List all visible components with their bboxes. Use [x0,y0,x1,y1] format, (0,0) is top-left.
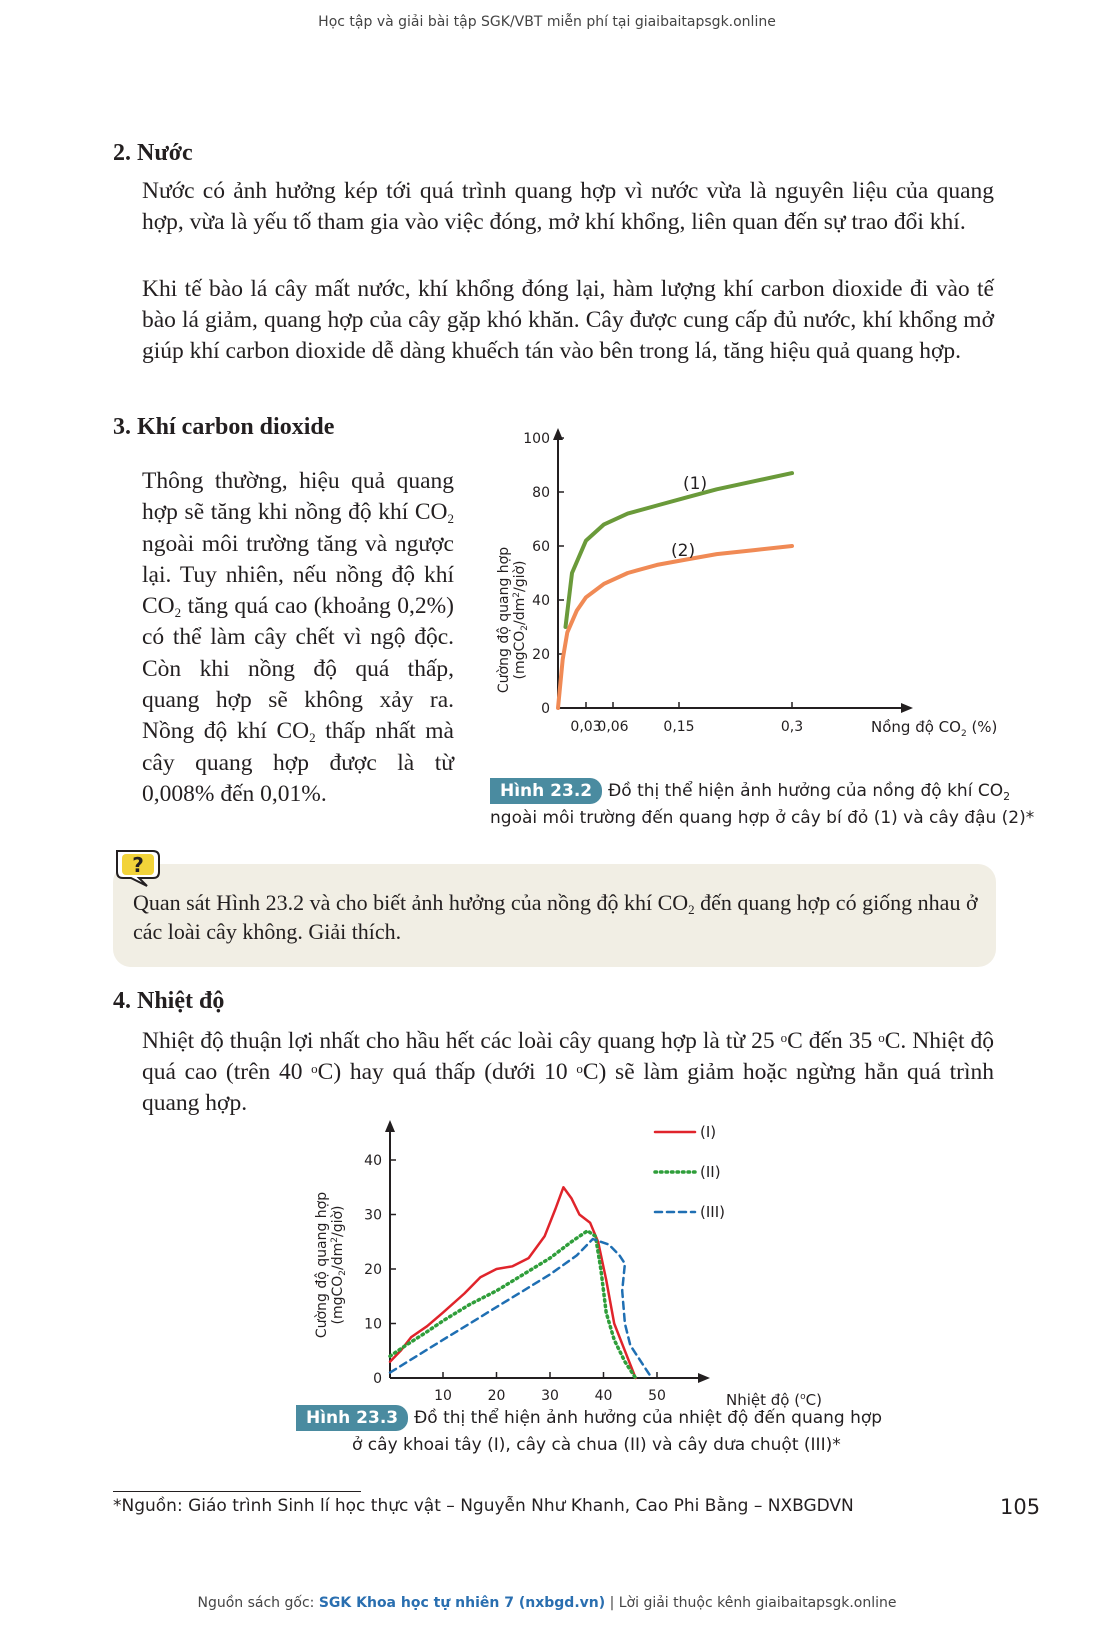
temp-chart-ylabel: Cường độ quang hợp [314,1191,330,1339]
co2-chart-series-label-1: (1) [683,474,708,494]
temp-chart-x-tick-label: 30 [541,1388,559,1404]
co2-chart [490,420,1010,770]
co2-chart-series-line-2 [558,546,792,708]
temp-chart-y-arrow [385,1120,395,1132]
temp-chart-y-tick-label: 10 [364,1316,382,1333]
footnote-divider [113,1491,361,1492]
temp-chart-series-line-2 [390,1231,636,1378]
co2-chart-y-tick-label: 20 [532,647,550,663]
temp-chart-legend-label: (I) [700,1123,717,1141]
heading-water: 2. Nước [113,140,193,166]
temp-chart-x-tick-label: 50 [648,1388,666,1404]
co2-chart-ylabel: Cường độ quang hợp [496,546,512,694]
footnote: *Nguồn: Giáo trình Sinh lí học thực vật – Nguyễn Như Khanh, Cao Phi Bằng – NXBGDVN [113,1496,854,1516]
co2-chart-x-arrow [901,703,913,713]
temp-chart-y-tick-label: 20 [364,1262,382,1278]
co2-chart-x-tick-label: 0,15 [663,719,695,735]
co2-chart-series-label-2: (2) [671,541,696,561]
co2-paragraph: Thông thường, hiệu quả quang hợp sẽ tăng khi nồng độ khí $CO_2$ ngoài môi trường tăng và ngược lại. Tuy nhiên, nếu nồng độ khí $CO_2$ tăng quá cao (khoảng 0,2%) có thể làm cây chết vì ngộ độc. Còn khi nồng độ quá thấp, quang hợp sẽ không xảy ra. Nồng độ khí $CO_2$ thấp nhất mà cây quang hợp được là từ 0,008% đến 0,01%. [142,468,454,807]
co2-chart-x-tick-label: 0,03 [570,719,602,735]
figure-23-3-badge: Hình 23.3 [296,1405,408,1431]
question-box [113,864,996,967]
figure-23-2-badge: Hình 23.2 [490,778,602,804]
header-note: Học tập và giải bài tập SGK/VBT miễn phí tại giaibaitapsgk.online [318,14,776,30]
footer-source-link[interactable]: SGK Khoa học tự nhiên 7 (nxbgd.vn) [318,1595,606,1611]
temp-chart-y-tick-label: 30 [364,1207,382,1224]
footer-note: Nguồn sách gốc: SGK Khoa học tự nhiên 7 (nxbgd.vn) | Lời giải thuộc kênh giaibaitapsgk.online [197,1595,897,1611]
temp-chart-legend-label: (III) [700,1203,725,1221]
question-bubble-icon [113,848,163,888]
co2-chart-y-tick-label: 100 [523,431,550,447]
temperature-chart [310,1110,830,1410]
co2-chart-y-tick-label: 60 [532,539,550,555]
question-text: Quan sát Hình 23.2 và cho biết ảnh hưởng của nồng độ khí $CO_2$ đến quang hợp có giống nhau ở các loài cây không. Giải thích. [133,890,978,944]
co2-chart-y-tick-label: 40 [532,593,550,609]
temp-chart-ylabel-units: $(mgCO_2/dm^2/giờ)$ [330,1205,348,1325]
svg-text:?: ? [132,853,144,877]
co2-chart-y-tick-label: 0 [541,701,550,717]
temp-chart-y-tick-label: 40 [364,1153,382,1169]
figure-23-2-caption: Hình 23.2 Đồ thị thể hiện ảnh hưởng của nồng độ khí $CO_2$ ngoài môi trường đến quang hợp ở cây bí đỏ (1) và cây đậu (2)* [490,778,1034,832]
temp-chart-legend-label: (II) [700,1163,721,1181]
temp-chart-x-tick-label: 20 [487,1388,506,1404]
water-paragraph-2: Khi tế bào lá cây mất nước, khí khổng đóng lại, hàm lượng khí carbon dioxide đi vào tế bào lá giảm, quang hợp của cây gặp khó khăn. Cây được cung cấp đủ nước, khí khổng mở giúp khí carbon dioxide dễ dàng khuếch tán vào bên trong lá, tăng hiệu quả quang hợp. [142,276,994,364]
page-number: 105 [1000,1495,1041,1519]
co2-chart-xlabel: Nồng độ $CO_2$ (%) [871,718,998,739]
heading-co2: 3. Khí carbon dioxide [113,414,335,440]
co2-chart-x-tick-label: 0,06 [597,719,629,735]
temp-chart-x-arrow [698,1373,710,1383]
temp-chart-xlabel: Nhiệt độ ($^o$C) [726,1391,822,1409]
co2-chart-x-tick-label: 0,3 [780,719,804,735]
temp-chart-x-tick-label: 40 [594,1388,613,1404]
figure-23-3-caption: Hình 23.3 Đồ thị thể hiện ảnh hưởng của nhiệt độ đến quang hợp ở cây khoai tây (I), cây cà chua (II) và cây dưa chuột (III)* [296,1405,882,1459]
co2-chart-y-tick-label: 80 [532,485,550,501]
heading-temperature: 4. Nhiệt độ [113,988,225,1014]
temp-chart-x-tick-label: 10 [434,1388,452,1404]
co2-chart-ylabel-units: $(mgCO_2/dm^2/giờ)$ [512,560,530,680]
water-paragraph-1: Nước có ảnh hưởng kép tới quá trình quang hợp vì nước vừa là nguyên liệu của quang hợp, vừa là yếu tố tham gia vào việc đóng, mở khí khổng, liên quan đến sự trao đổi khí. [142,178,994,235]
temp-chart-y-tick-label: 0 [373,1371,382,1387]
temperature-paragraph: Nhiệt độ thuận lợi nhất cho hầu hết các loài cây quang hợp là từ 25 $^o$C đến 35 $^o$C. Nhiệt độ quá cao (trên 40 $^o$C) hay quá thấp (dưới 10 $^o$C) sẽ làm giảm hoặc ngừng hẳn quá trình quang hợp. [142,1028,995,1116]
